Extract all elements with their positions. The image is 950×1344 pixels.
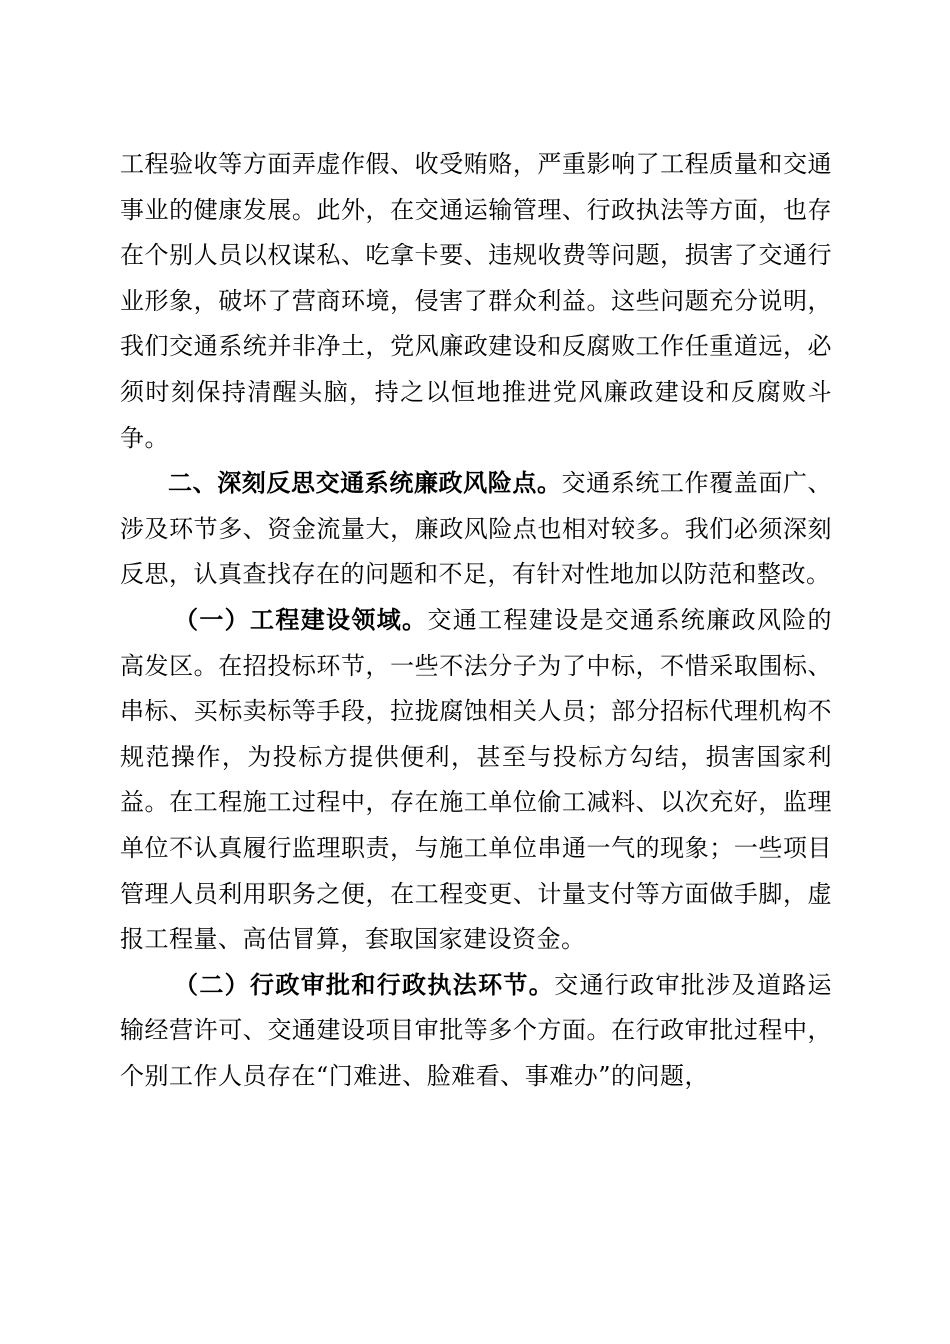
paragraph-4: [120, 963, 832, 1100]
paragraph-1-text: 工程验收等方面弄虚作假、收受贿赂，严重影响了工程质量和交通事业的健康发展。此外，在交通运输管理、行政执法等方面，也存在个别人员以权谋私、吃拿卡要、违规收费等问题，损害了交通行业形象，破坏了营商环境，侵害了群众利益。这些问题充分说明，我们交通系统并非净土，党风廉政建设和反腐败工作任重道远，必须时刻保持清醒头脑，持之以恒地推进党风廉政建设和反腐败斗争。: [120, 150, 832, 452]
paragraph-2: [120, 461, 832, 598]
subsection-heading-1: （一）工程建设领域。: [174, 605, 428, 634]
document-body: [120, 142, 832, 1099]
paragraph-3-text: 交通工程建设是交通系统廉政风险的高发区。在招投标环节，一些不法分子为了中标，不惜采取围标、串标、买标卖标等手段，拉拢腐蚀相关人员；部分招标代理机构不规范操作，为投标方提供便利，甚至与投标方勾结，损害国家利益。在工程施工过程中，存在施工单位偷工减料、以次充好，监理单位不认真履行监理职责，与施工单位串通一气的现象；一些项目管理人员利用职务之便，在工程变更、计量支付等方面做手脚，虚报工程量、高估冒算，套取国家建设资金。: [120, 605, 833, 954]
paragraph-1: [120, 142, 832, 461]
subsection-heading-2: （二）行政审批和行政执法环节。: [174, 970, 555, 999]
paragraph-3: [120, 598, 832, 963]
section-heading-2: 二、深刻反思交通系统廉政风险点。: [168, 469, 562, 498]
paragraph-2-text: 交通系统工作覆盖面广、涉及环节多、资金流量大，廉政风险点也相对较多。我们必须深刻反思，认真查找存在的问题和不足，有针对性地加以防范和整改。: [120, 469, 833, 589]
paragraph-4-text: 交通行政审批涉及道路运输经营许可、交通建设项目审批等多个方面。在行政审批过程中，个别工作人员存在“门难进、脸难看、事难办”的问题，: [120, 970, 833, 1090]
